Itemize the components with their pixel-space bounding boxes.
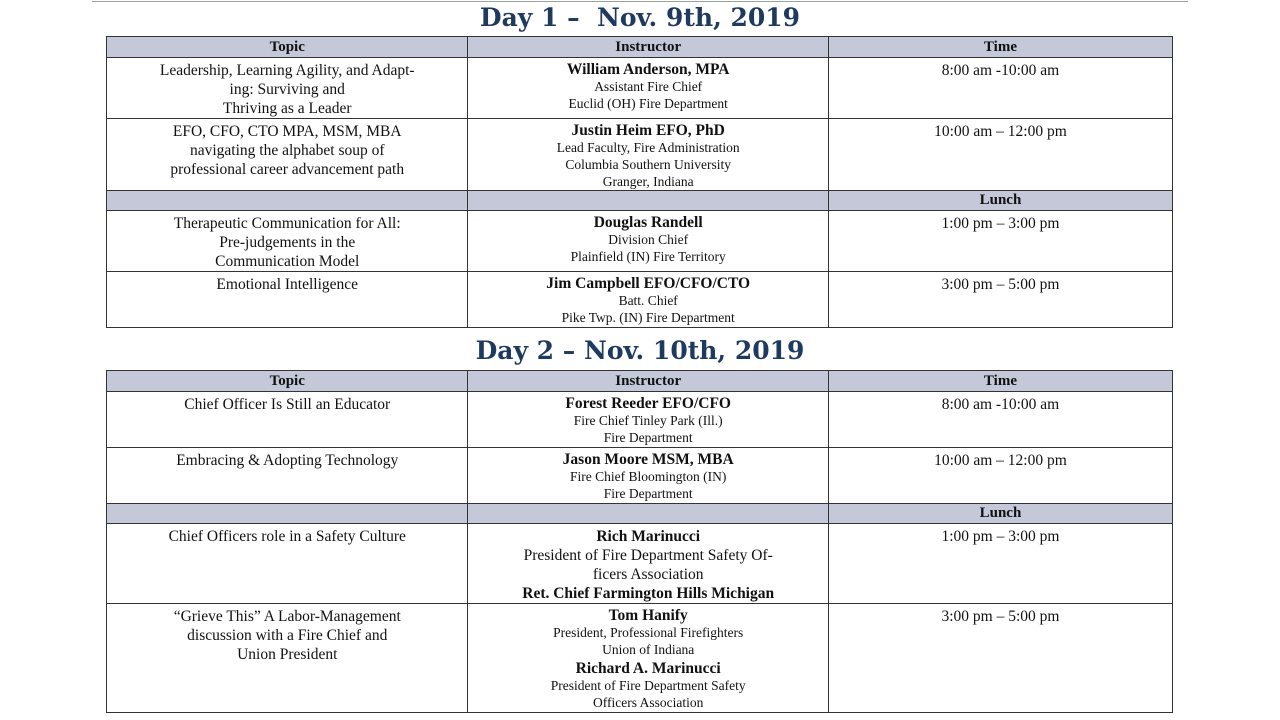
instructor-detail: Columbia Southern University	[565, 157, 732, 172]
instructor-detail: Euclid (OH) Fire Department	[568, 96, 728, 111]
session-instructor	[468, 211, 828, 272]
session-topic	[107, 58, 468, 119]
instructor-name: Tom Hanify	[608, 607, 688, 624]
lunch-label: Lunch	[828, 191, 1172, 211]
instructor-detail: Lead Faculty, Fire Administration	[556, 140, 740, 155]
instructor-detail: Assistant Fire Chief	[594, 79, 703, 94]
header-time: Time	[828, 371, 1172, 392]
session-instructor	[468, 392, 828, 448]
day2-title: Day 2 – Nov. 10th, 2019	[475, 336, 805, 365]
instructor-detail: Batt. Chief	[618, 293, 678, 308]
session-topic	[107, 392, 468, 448]
session-time: 10:00 am – 12:00 pm	[828, 119, 1172, 191]
lunch-row	[107, 504, 1173, 524]
session-time: 1:00 pm – 3:00 pm	[828, 524, 1172, 604]
top-divider-line	[92, 1, 1188, 2]
session-time: 10:00 am – 12:00 pm	[828, 448, 1172, 504]
session-time: 3:00 pm – 5:00 pm	[828, 272, 1172, 328]
day1-schedule-table	[106, 36, 1173, 328]
session-time: 3:00 pm – 5:00 pm	[828, 604, 1172, 713]
instructor-detail: President of Fire Department Safety Of-	[523, 547, 773, 564]
session-row	[107, 58, 1173, 119]
instructor-detail: Officers Association	[593, 695, 704, 710]
day2-schedule-table	[106, 370, 1173, 713]
instructor-detail: Division Chief	[608, 232, 689, 247]
session-row	[107, 392, 1173, 448]
day1-title: Day 1 – Nov. 9th, 2019	[479, 3, 801, 32]
instructor-name: Jason Moore MSM, MBA	[562, 451, 734, 468]
instructor-detail: Fire Department	[603, 486, 693, 501]
instructor-detail: Granger, Indiana	[602, 174, 694, 189]
header-topic: Topic	[107, 37, 468, 58]
session-row	[107, 524, 1173, 604]
lunch-cell-empty	[468, 504, 828, 524]
instructor-detail: Fire Chief Tinley Park (Ill.)	[573, 413, 723, 428]
instructor-name: Richard A. Marinucci	[575, 660, 721, 677]
topic-line: navigating the alphabet soup of	[189, 142, 385, 159]
topic-line: professional career advancement path	[170, 161, 405, 178]
instructor-detail: President, Professional Firefighters	[553, 625, 744, 640]
topic-line: ing: Surviving and	[229, 81, 345, 98]
topic-line: Leadership, Learning Agility, and Adapt-	[159, 62, 415, 79]
instructor-detail: Fire Chief Bloomington (IN)	[570, 469, 727, 484]
session-topic	[107, 272, 468, 328]
session-row	[107, 604, 1173, 713]
session-instructor	[468, 58, 828, 119]
session-time: 8:00 am -10:00 am	[828, 58, 1172, 119]
topic-line: Therapeutic Communication for All:	[173, 215, 401, 232]
instructor-detail-bold: Ret. Chief Farmington Hills Michigan	[522, 585, 775, 602]
session-instructor	[468, 119, 828, 191]
header-instructor: Instructor	[468, 371, 828, 392]
session-instructor	[468, 448, 828, 504]
header-topic: Topic	[107, 371, 468, 392]
session-topic	[107, 119, 468, 191]
session-row	[107, 119, 1173, 191]
session-topic	[107, 448, 468, 504]
session-instructor	[468, 604, 828, 713]
instructor-detail: ficers Association	[592, 566, 704, 583]
instructor-name: Rich Marinucci	[596, 528, 701, 545]
topic-line: “Grieve This” A Labor-Management	[173, 608, 401, 625]
session-topic	[107, 524, 468, 604]
topic-line: Communication Model	[215, 253, 360, 270]
session-row	[107, 211, 1173, 272]
header-time: Time	[828, 37, 1172, 58]
session-topic	[107, 211, 468, 272]
topic-line: Thriving as a Leader	[222, 100, 352, 117]
instructor-detail: Plainfield (IN) Fire Territory	[570, 249, 726, 264]
session-time: 8:00 am -10:00 am	[828, 392, 1172, 448]
topic-line: Embracing & Adopting Technology	[176, 452, 399, 469]
session-row	[107, 272, 1173, 328]
instructor-name: Justin Heim EFO, PhD	[571, 122, 725, 139]
session-time: 1:00 pm – 3:00 pm	[828, 211, 1172, 272]
session-instructor	[468, 272, 828, 328]
instructor-name: Jim Campbell EFO/CFO/CTO	[546, 275, 751, 292]
lunch-cell-empty	[107, 191, 468, 211]
topic-line: Union President	[237, 646, 338, 663]
table-header-row	[107, 371, 1173, 392]
instructor-name: Forest Reeder EFO/CFO	[565, 395, 731, 412]
lunch-label: Lunch	[828, 504, 1172, 524]
table-header-row	[107, 37, 1173, 58]
lunch-cell-empty	[107, 504, 468, 524]
instructor-detail: Pike Twp. (IN) Fire Department	[561, 310, 735, 325]
topic-line: discussion with a Fire Chief and	[187, 627, 388, 644]
instructor-detail: President of Fire Department Safety	[550, 678, 746, 693]
topic-line: EFO, CFO, CTO MPA, MSM, MBA	[172, 123, 402, 140]
instructor-name: Douglas Randell	[593, 214, 703, 231]
lunch-row	[107, 191, 1173, 211]
session-instructor	[468, 524, 828, 604]
session-row	[107, 448, 1173, 504]
lunch-cell-empty	[468, 191, 828, 211]
topic-line: Chief Officer Is Still an Educator	[184, 396, 391, 413]
instructor-detail: Union of Indiana	[602, 642, 695, 657]
instructor-detail: Fire Department	[603, 430, 693, 445]
header-instructor: Instructor	[468, 37, 828, 58]
topic-line: Pre-judgements in the	[219, 234, 356, 251]
topic-line: Emotional Intelligence	[216, 276, 359, 293]
session-topic	[107, 604, 468, 713]
instructor-name: William Anderson, MPA	[566, 61, 730, 78]
topic-line: Chief Officers role in a Safety Culture	[168, 528, 406, 545]
